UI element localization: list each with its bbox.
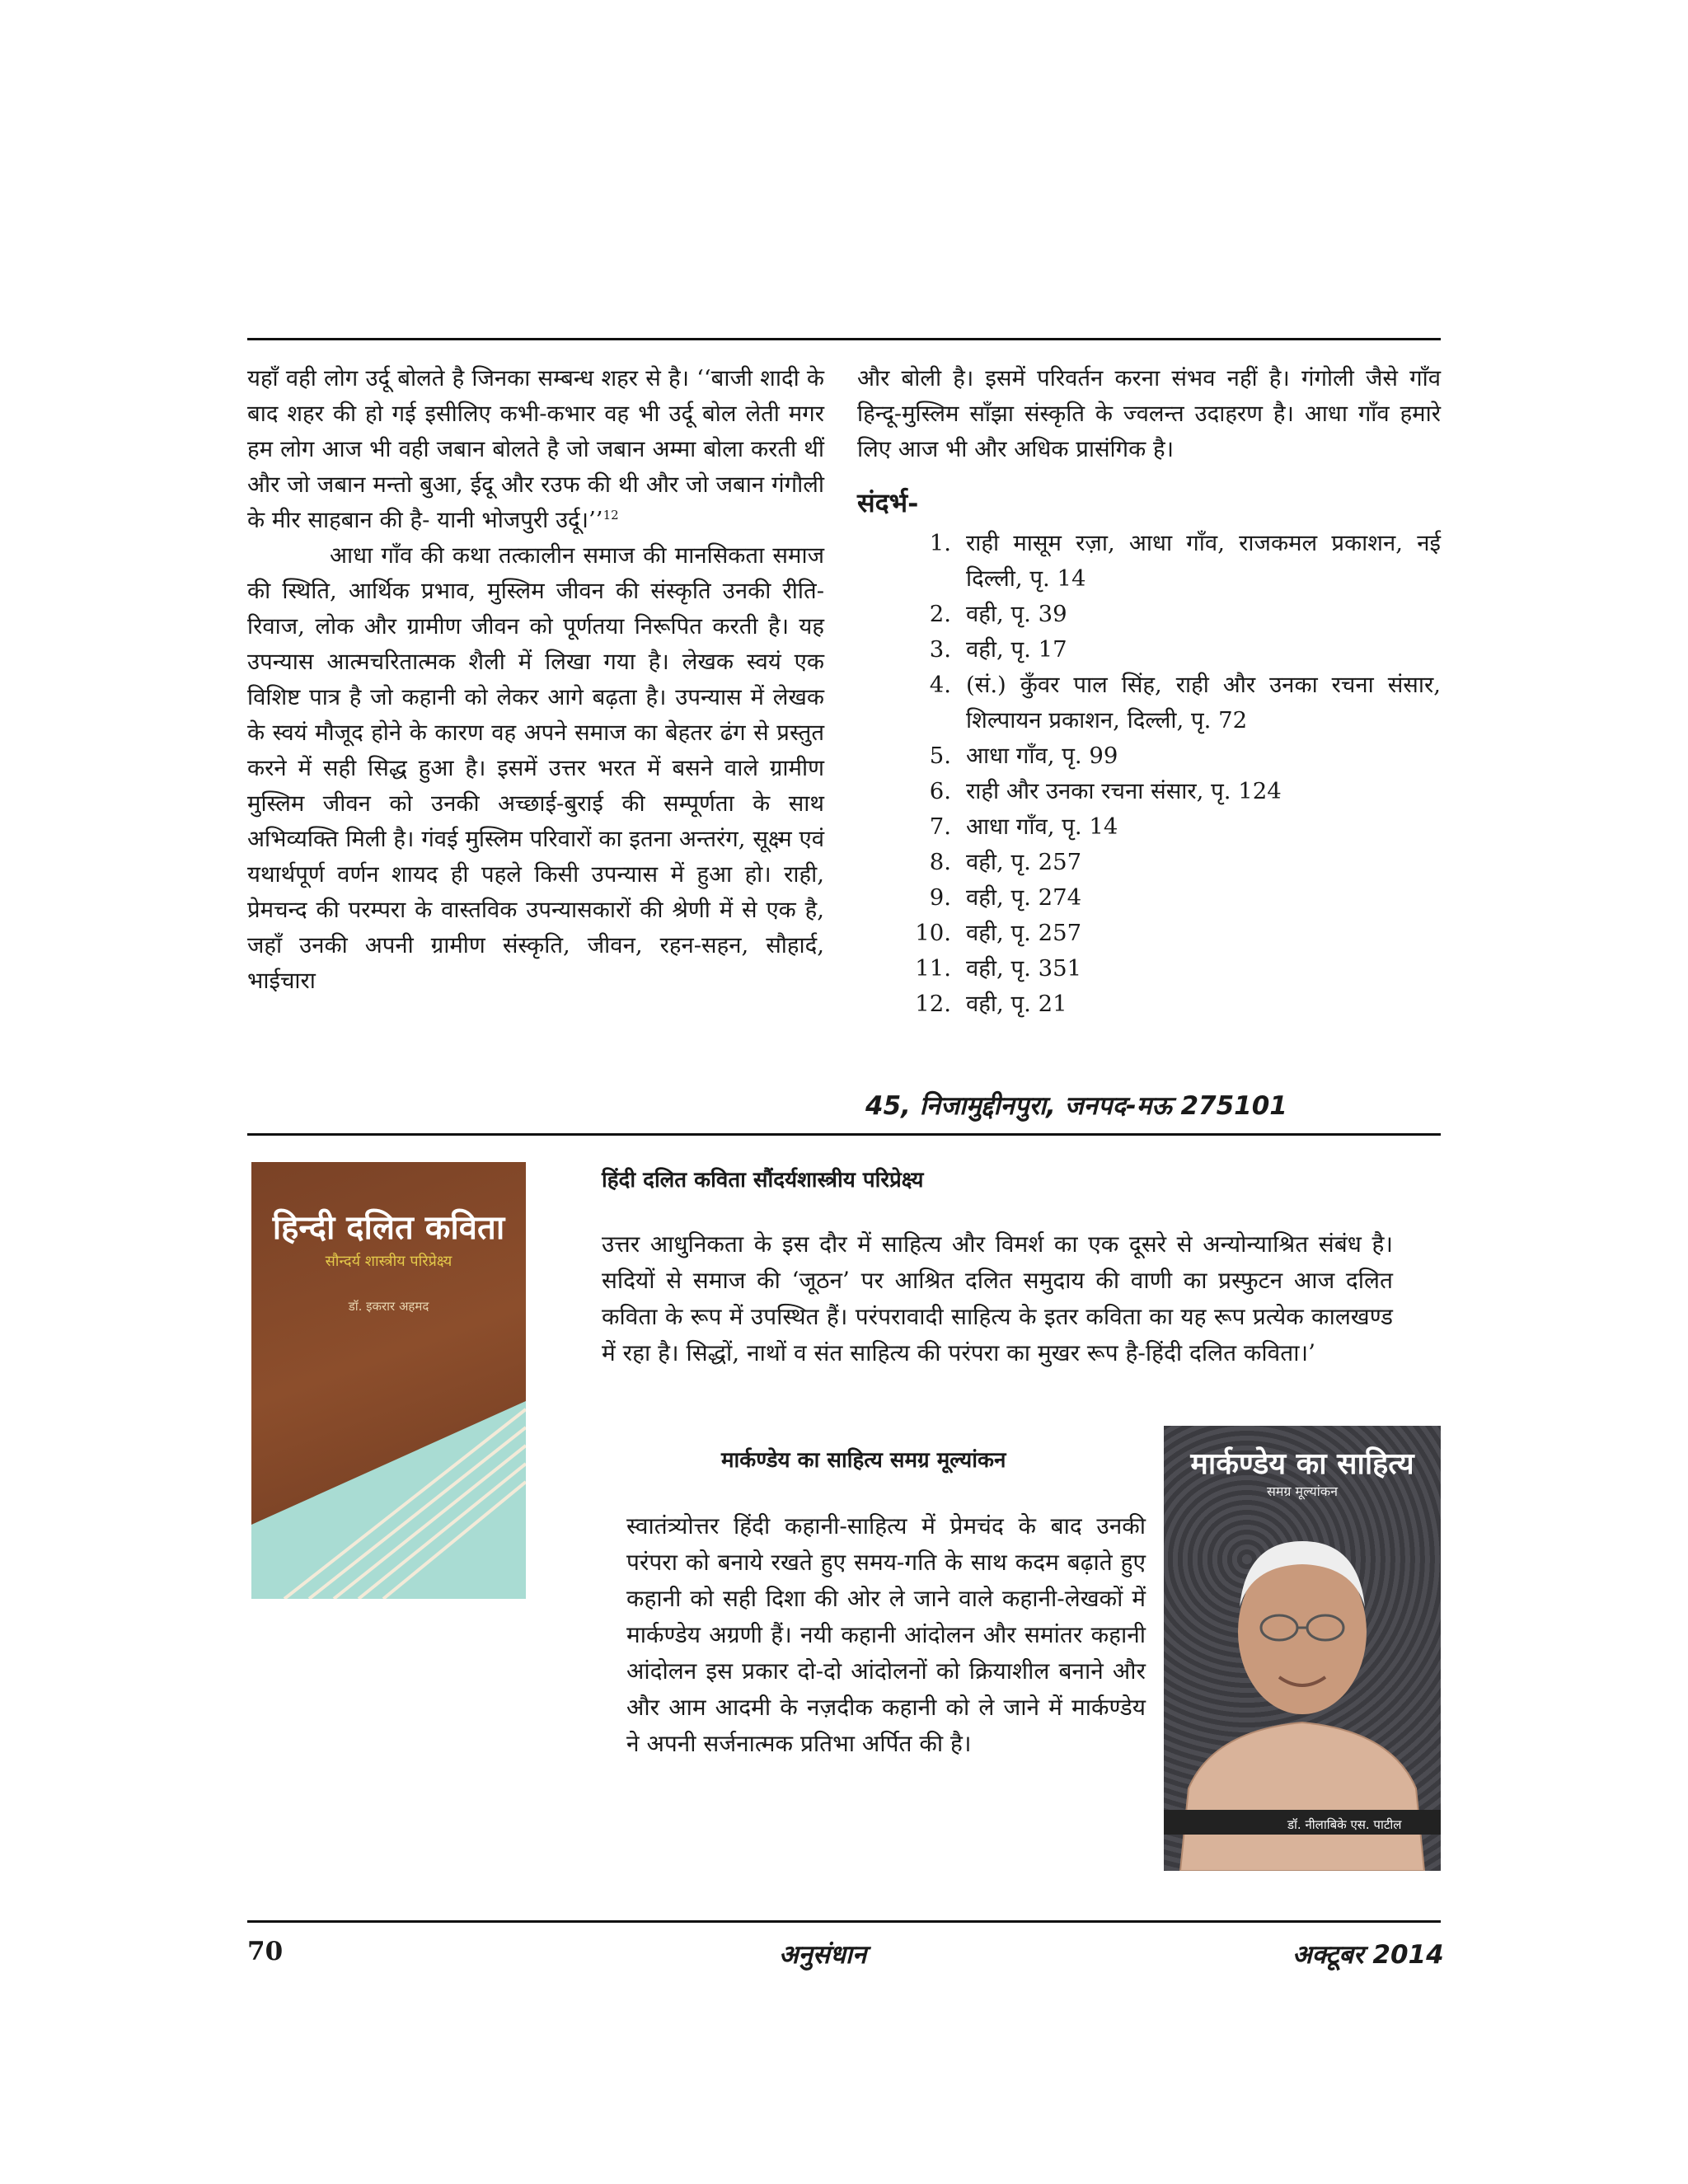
bottom-rule — [247, 1920, 1441, 1923]
cover-stripes-graphic — [251, 1162, 526, 1599]
reference-number: 9. — [929, 884, 951, 911]
reference-item — [857, 668, 1441, 738]
reference-text: वही, पृ. 351 — [966, 955, 1082, 982]
left-paragraph-2: आधा गाँव की कथा तत्कालीन समाज की मानसिकता समाज की स्थिति, आर्थिक प्रभाव, मुस्लिम जीवन की संस्कृति उनकी रीति-रिवाज, लोक और ग्रामीण जीवन को पूर्णतया निरूपित करती है। यह उपन्यास आत्मचरितात्मक शैली में लिखा गया है। लेखक स्वयं एक विशिष्ट पात्र है जो कहानी को लेकर आगे बढ़ता है। उपन्यास में लेखक के स्वयं मौजूद होने के कारण वह अपने समाज का बेहतर ढंग से प्रस्तुत करने में सही सिद्ध हुआ है। इसमें उत्तर भरत में बसने वाले ग्रामीण मुस्लिम जीवन को उनकी अच्छाई-बुराई की सम्पूर्णता के साथ अभिव्यक्ति मिली है। गंवई मुस्लिम परिवारों का इतना अन्तरंग, सूक्ष्म एवं यथार्थपूर्ण वर्णन शायद ही पहले किसी उपन्यास में हुआ हो। राही, प्रेमचन्द की परम्परा के वास्तविक उपन्यासकारों की श्रेणी में से एक है, जहाँ उनकी अपनी ग्रामीण संस्कृति, जीवन, रहन-सहन, सौहार्द, भाईचारा — [247, 542, 824, 994]
right-column — [857, 361, 1441, 1022]
reference-item — [857, 880, 1441, 916]
book2-title: मार्कण्डेय का साहित्य समग्र मूल्यांकन — [721, 1448, 1006, 1473]
reference-text: वही, पृ. 17 — [966, 636, 1067, 663]
reference-text: वही, पृ. 39 — [966, 601, 1067, 627]
reference-text: वही, पृ. 274 — [966, 884, 1082, 911]
reference-number: 2. — [929, 601, 951, 627]
reference-number: 10. — [915, 920, 951, 946]
reference-item — [857, 916, 1441, 951]
reference-text: वही, पृ. 257 — [966, 920, 1082, 946]
book-cover-dalit-kavita — [251, 1162, 526, 1599]
reference-item — [857, 597, 1441, 632]
top-rule — [247, 338, 1441, 340]
cover-author: डॉ. इकरार अहमद — [348, 1299, 429, 1314]
reference-item — [857, 526, 1441, 597]
cover-author: डॉ. नीलाबिके एस. पाटील — [1287, 1817, 1402, 1832]
book-cover-markandey — [1164, 1426, 1441, 1871]
reference-item — [857, 774, 1441, 809]
reference-number: 4. — [929, 672, 951, 698]
reference-item — [857, 809, 1441, 845]
cover-subtitle: समग्र मूल्यांकन — [1267, 1483, 1338, 1499]
reference-text: वही, पृ. 21 — [966, 991, 1067, 1017]
reference-text: वही, पृ. 257 — [966, 849, 1082, 875]
right-paragraph: और बोली है। इसमें परिवर्तन करना संभव नहीं है। गंगोली जैसे गाँव हिन्दू-मुस्लिम साँझा संस्कृति के ज्वलन्त उदाहरण है। आधा गाँव हमारे लिए आज भी और अधिक प्रासंगिक है। — [857, 365, 1441, 462]
reference-number: 11. — [915, 955, 951, 982]
reference-number: 7. — [929, 813, 951, 840]
footnote-ref-12: 12 — [603, 507, 619, 523]
author-portrait — [1164, 1426, 1441, 1871]
author-address: 45, निजामुद्दीनपुरा, जनपद-मऊ 275101 — [865, 1091, 1287, 1121]
left-paragraph-1: यहाँ वही लोग उर्दू बोलते है जिनका सम्बन्ध शहर से है। ‘‘बाजी शादी के बाद शहर की हो गई इसीलिए कभी-कभार वह भी उर्दू बोल लेती मगर हम लोग आज भी वही जबान बोलते है जो जबान अम्मा बोला करती थीं और जो जबान मन्तो बुआ, ईदू और रउफ की थी और जो जबान गंगौली के मीर साहबान की है- यानी भोजपुरी उर्दू।’’$^{12}$ — [247, 365, 824, 533]
reference-number: 12. — [915, 991, 951, 1017]
book1-title: हिंदी दलित कविता सौंदर्यशास्त्रीय परिप्रेक्ष्य — [602, 1168, 924, 1193]
reference-item — [857, 951, 1441, 987]
left-column — [247, 361, 824, 999]
reference-item — [857, 987, 1441, 1022]
cover-title: हिन्दी दलित कविता — [272, 1209, 505, 1247]
reference-item — [857, 738, 1441, 774]
reference-number: 8. — [929, 849, 951, 875]
reference-number: 5. — [929, 743, 951, 769]
reference-text: राही मासूम रज़ा, आधा गाँव, राजकमल प्रकाशन, नई दिल्ली, पृ. 14 — [966, 530, 1441, 592]
reference-text: आधा गाँव, पृ. 14 — [966, 813, 1118, 840]
references-list — [857, 526, 1441, 1022]
reference-text: आधा गाँव, पृ. 99 — [966, 743, 1118, 769]
reference-item — [857, 845, 1441, 880]
reference-number: 6. — [929, 778, 951, 804]
reference-item — [857, 632, 1441, 668]
reference-text: (सं.) कुँवर पाल सिंह, राही और उनका रचना संसार, शिल्पायन प्रकाशन, दिल्ली, पृ. 72 — [966, 672, 1441, 733]
cover-title: मार्कण्डेय का साहित्य — [1190, 1447, 1414, 1481]
book2-description: स्वातंत्र्योत्तर हिंदी कहानी-साहित्य में प्रेमचंद के बाद उनकी परंपरा को बनाये रखते हुए समय-गति के साथ कदम बढ़ाते हुए कहानी को सही दिशा की ओर ले जाने वाले कहानी-लेखकों में मार्कण्डेय अग्रणी हैं। नयी कहानी आंदोलन और समांतर कहानी आंदोलन इस प्रकार दो-दो आंदोलनों को क्रियाशील बनाने और और आम आदमी के नज़दीक कहानी को ले जाने में मार्कण्डेय ने अपनी सर्जनात्मक प्रतिभा अर्पित की है। — [626, 1512, 1146, 1757]
middle-rule — [247, 1133, 1441, 1136]
cover-subtitle: सौन्दर्य शास्त्रीय परिप्रेक्ष्य — [325, 1253, 452, 1270]
reference-text: राही और उनका रचना संसार, पृ. 124 — [966, 778, 1282, 804]
issue-date: अक्टूबर 2014 — [1292, 1940, 1444, 1970]
journal-name: अनुसंधान — [779, 1940, 867, 1970]
reference-number: 3. — [929, 636, 951, 663]
page-number: 70 — [247, 1937, 284, 1966]
references-heading: संदर्भ- — [857, 487, 919, 518]
reference-number: 1. — [929, 530, 951, 556]
book1-description: उत्तर आधुनिकता के इस दौर में साहित्य और विमर्श का एक दूसरे से अन्योन्याश्रित संबंध है। सदियों से समाज की ‘जूठन’ पर आश्रित दलित समुदाय की वाणी का प्रस्फुटन आज दलित कविता के रूप में उपस्थित हैं। परंपरावादी साहित्य के इतर कविता का यह रूप प्रत्येक कालखण्ड में रहा है। सिद्धों, नाथों व संत साहित्य की परंपरा का मुखर रूप है-हिंदी दलित कविता।’ — [602, 1230, 1393, 1366]
